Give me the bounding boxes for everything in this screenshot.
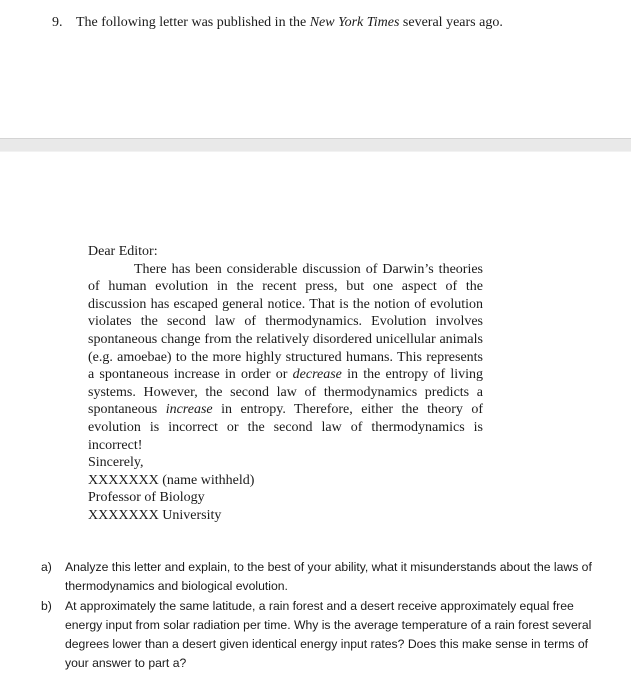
part-text: At approximately the same latitude, a rain forest and a desert receive approximately equal free energy input from solar radiation per time. Why is the average temperature of a rain forest several degrees lower than a desert given identical energy input rates? Does this make sense in terms of your answer to part a? [65,598,592,671]
letter [88,243,483,525]
question-intro-after: several years ago. [402,15,503,30]
question-parts [41,558,601,674]
part-label: b) [41,598,52,613]
letter-salutation: Dear Editor: [88,244,158,259]
publication-name: New York Times [309,15,400,30]
page-divider [0,138,631,152]
letter-body [88,261,483,455]
question-number: 9. [52,15,63,30]
signature-title: Professor of Biology [88,490,205,506]
letter-body-part-2: in the entropy of living systems. However, the second law of thermodynamics predicts a spontaneous [88,367,484,418]
letter-body-part-3: in entropy. Therefore, either the theory of evolution is incorrect or the second law of thermodynamics is incorrect! [88,402,484,453]
question-intro-before: The following letter was published in the [76,15,307,30]
signature-name: XXXXXXX (name withheld) [88,472,255,488]
emphasis-increase: increase [165,402,213,418]
emphasis-decrease: decrease [292,367,342,383]
question-part-b [41,597,601,674]
question-part-a [41,558,601,597]
letter-body-part-1: There has been considerable discussion of Darwin’s theories of human evolution in the recent press, but one aspect of the discussion has escaped general notice. That is the notion of evolution violates the second law of thermodynamics. Evolution involves spontaneous change from the relatively disordered unicellular animals (e.g. amoebae) to the more highly structured humans. This represents a spontaneous increase in order or [88,261,483,383]
question-heading [52,14,612,32]
part-label: a) [41,560,52,574]
part-text: Analyze this letter and explain, to the best of your ability, what it misunderstands about the laws of thermodynamics and biological evolution. [65,560,592,594]
letter-closing: Sincerely, [88,455,144,471]
signature-university: XXXXXXX University [88,507,222,523]
